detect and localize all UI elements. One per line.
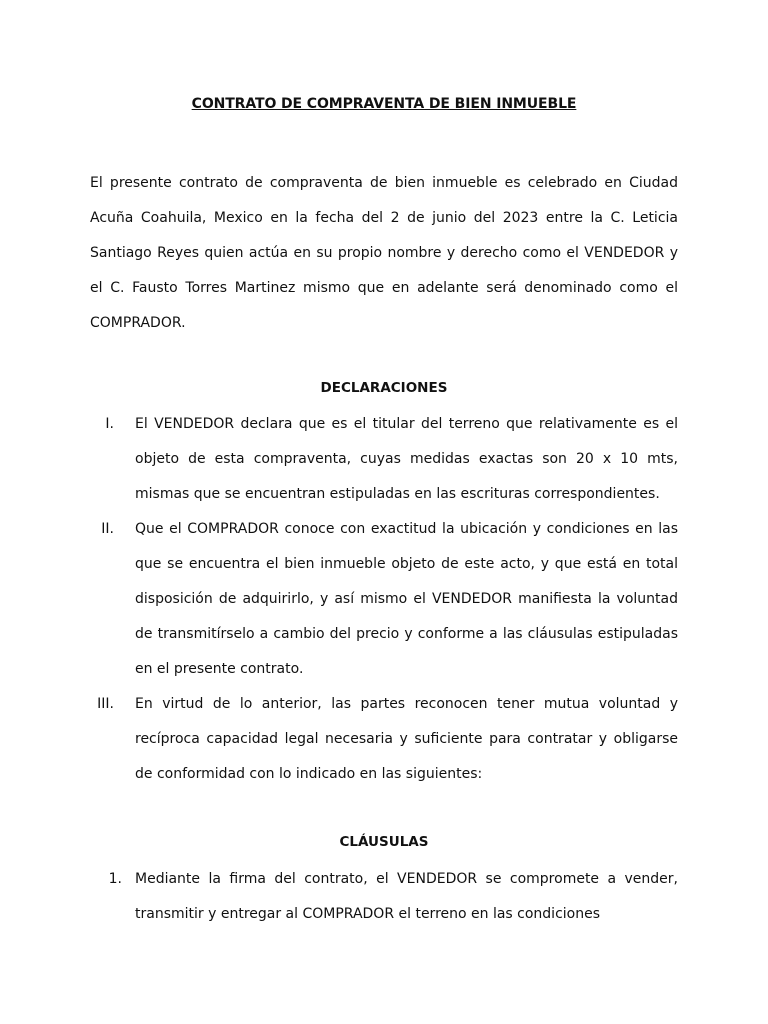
clausulas-list — [0, 862, 768, 932]
intro-paragraph: El presente contrato de compraventa de bien inmueble es celebrado en Ciudad Acuña Coahuila, Mexico en la fecha del 2 de junio del 2023 entre la C. Leticia Santiago Reyes quien actúa en su propio nombre y derecho como el VENDEDOR y el C. Fausto Torres Martinez mismo que en adelante será denominado como el COMPRADOR. — [90, 175, 678, 331]
declaraciones-list — [0, 407, 768, 792]
declaracion-item — [0, 687, 768, 792]
clausula-item — [0, 862, 768, 932]
declaracion-item — [0, 512, 768, 687]
declaracion-text: En virtud de lo anterior, las partes reconocen tener mutua voluntad y recíproca capacidad legal necesaria y suficiente para contratar y obligarse de conformidad con lo indicado en las siguientes: — [135, 696, 678, 782]
document-title: CONTRATO DE COMPRAVENTA DE BIEN INMUEBLE — [191, 96, 577, 112]
declaracion-number: I. — [105, 416, 114, 432]
declaracion-text: El VENDEDOR declara que es el titular del terreno que relativamente es el objeto de esta compraventa, cuyas medidas exactas son 20 x 10 mts, mismas que se encuentran estipuladas en las escrituras correspondientes. — [135, 416, 678, 502]
clausula-text: Mediante la firma del contrato, el VENDEDOR se compromete a vender, transmitir y entregar al COMPRADOR el terreno en las condiciones — [135, 871, 678, 922]
clausulas-heading: CLÁUSULAS — [339, 834, 429, 850]
declaracion-number: III. — [97, 696, 114, 712]
declaracion-number: II. — [101, 521, 114, 537]
clausula-number: 1. — [108, 871, 122, 887]
declaracion-item — [0, 407, 768, 512]
declaracion-text: Que el COMPRADOR conoce con exactitud la ubicación y condiciones en las que se encuentra el bien inmueble objeto de este acto, y que está en total disposición de adquirirlo, y así mismo el VENDEDOR manifiesta la voluntad de transmitírselo a cambio del precio y conforme a las cláusulas estipuladas en el presente contrato. — [135, 521, 678, 677]
declaraciones-heading: DECLARACIONES — [320, 380, 448, 396]
